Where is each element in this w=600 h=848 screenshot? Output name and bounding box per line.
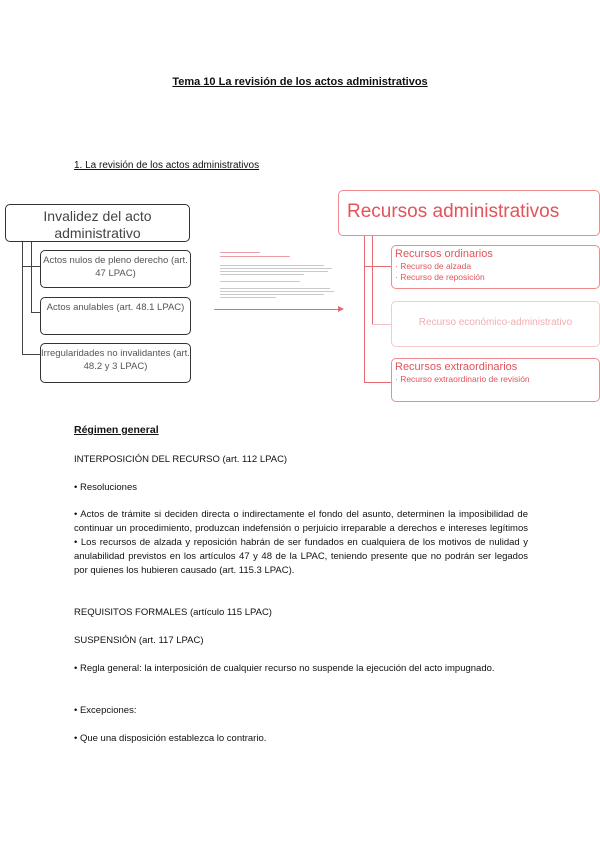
connector-line — [364, 236, 365, 382]
arrow-line — [214, 309, 340, 310]
connector-line — [22, 354, 40, 355]
regla-general-paragraph: • Regla general: la interposición de cualquier recurso no suspende la ejecución del acto impugnado. — [74, 663, 495, 674]
resoluciones-item: • Resoluciones — [74, 482, 137, 493]
section-heading: 1. La revisión de los actos administrativos — [74, 160, 260, 171]
connector-line — [31, 312, 40, 313]
actos-nulos-box — [40, 250, 191, 288]
actos-anulables-label: Actos anulables (art. 48.1 LPAC) — [46, 302, 185, 313]
recurso-economico-box — [391, 301, 600, 347]
requisitos-heading: REQUISITOS FORMALES (artículo 115 LPAC) — [74, 607, 272, 618]
actos-nulos-label: Actos nulos de pleno derecho (art. 47 LPAC) — [43, 255, 188, 279]
thumbnail-preview — [218, 250, 342, 306]
recursos-main-label: Recursos administrativos — [347, 201, 560, 222]
regimen-heading: Régimen general — [74, 424, 159, 436]
connector-line — [22, 242, 23, 354]
recursos-main-box — [338, 190, 600, 236]
recursos-extraordinarios-box — [391, 358, 600, 402]
irregularidades-box — [40, 343, 191, 383]
page-title: Tema 10 La revisión de los actos administrativos — [172, 76, 428, 88]
connector-line — [22, 266, 40, 267]
excepciones-item: • Excepciones: — [74, 705, 137, 716]
recurso-reposicion-item: · Recurso de reposición — [395, 272, 485, 282]
connector-line — [372, 324, 391, 325]
recursos-ordinarios-box — [391, 245, 600, 289]
connector-line — [31, 242, 32, 312]
interposicion-heading: INTERPOSICIÓN DEL RECURSO (art. 112 LPAC) — [74, 454, 288, 465]
recurso-economico-label: Recurso económico-administrativo — [418, 317, 573, 328]
suspension-heading: SUSPENSIÓN (art. 117 LPAC) — [74, 635, 204, 646]
arrow-head-icon — [338, 306, 344, 312]
connector-line — [364, 266, 391, 267]
invalidez-main-box — [5, 204, 190, 242]
actos-anulables-box — [40, 297, 191, 335]
disposicion-item: • Que una disposición establezca lo contrario. — [74, 733, 267, 744]
connector-line — [372, 236, 373, 324]
recurso-alzada-item: · Recurso de alzada — [395, 261, 472, 271]
recurso-revision-item: · Recurso extraordinario de revisión — [395, 374, 530, 384]
actos-tramite-paragraph: • Actos de trámite si deciden directa o indirectamente el fondo del asunto, determinen la imposibilidad de continuar un procedimiento, produzcan indefensión o perjuicio irreparable a derechos e intereses legítimos • Los recursos de alzada y reposición habrán de ser fundados en cualquiera de los motivos de nulidad y anulabilidad previstos en los artículos 47 y 48 de la LPAC, teniendo presente que no podrán ser legados por quienes los hubieren causado (art. 115.3 LPAC). — [74, 509, 528, 576]
invalidez-main-label: Invalidez del acto administrativo — [43, 208, 152, 241]
recursos-ordinarios-title: Recursos ordinarios — [395, 248, 493, 260]
connector-line — [364, 382, 391, 383]
recursos-extraordinarios-title: Recursos extraordinarios — [395, 361, 518, 373]
irregularidades-label: Irregularidades no invalidantes (art. 48.2 y 3 LPAC) — [41, 348, 190, 372]
